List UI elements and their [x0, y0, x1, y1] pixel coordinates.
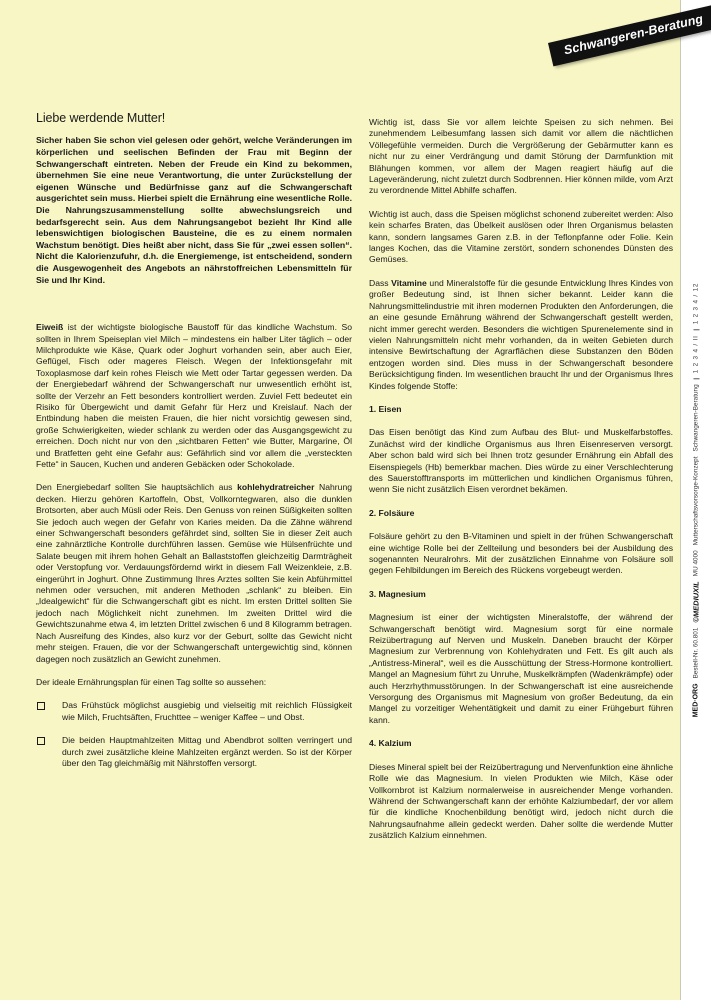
right-column [369, 117, 673, 854]
iron-text: Das Eisen benötigt das Kind zum Aufbau des Blut- und Muskelfarbstoffes. Zunächst wird der kindliche Organismus aus Ihren Eisenreserven versorgt. Aber schon bald wird sich bei Ihnen trotz gesunder Ernährung ein Abfall des Eisenspiegels (Hb) bemerkbar machen. Dies würde zu einer Verschlechterung des Sauerstofftransports im mütterlichen und kindlichen Organismus führen, wenn Sie nicht zusätzlich Eisen verordnet bekämen. [369, 427, 673, 495]
plan-item-text: Das Frühstück möglichst ausgiebig und vielseitig mit reichlich Flüssigkeit wie Milch, Fruchtsäften, Fruchttee – weniger Kaffee – und Obst. [62, 700, 352, 722]
page-index-1: 1 2 3 4 / II [692, 335, 700, 374]
folic-acid-text: Folsäure gehört zu den B-Vitaminen und spielt in der frühen Schwangerschaft eine wichtige Rolle bei der Zellteilung und besonders bei der Ausbildung des sogenannten Neuralrohrs. Mit der zusätzlichen Einnahme von Folsäure soll gegen Fehlbildungen im Bereich des Rückens vorgebeugt werden. [369, 531, 673, 576]
topic-name: Schwangeren-Beratung [692, 384, 700, 452]
plan-list [36, 700, 352, 769]
protein-keyword: Eiweiß [36, 322, 64, 333]
checkbox-square-icon [37, 702, 45, 710]
side-footer [692, 283, 701, 718]
folic-acid-heading: 2. Folsäure [369, 507, 415, 518]
list-item [36, 700, 352, 723]
vitamin-pre: Dass [369, 277, 392, 288]
product-code: MU 4000 [692, 550, 700, 577]
page-index-2: 1 2 3 4 / 12 [692, 282, 700, 325]
magnesium-heading: 3. Magnesium [369, 588, 426, 599]
magnesium-text: Magnesium ist einer der wichtigsten Mineralstoffe, der während der Schwangerschaft benötigt wird. Magnesium sorgt für eine normale Reizübertragung auf Nerven und Muskeln. Daneben braucht der Körper Magnesium zur Verbrennung von Kohlehydraten und Fett. Es gilt auch als „Antistress-Mineral“, weil es die Ausschüttung der Stress-Hormone kontrolliert. Mangel an Magnesium führt zu Unruhe, Muskelkrämpfen (Wadenkrämpfe) oder auch Herzrhythmusstörungen. In der Schwangerschaft ist eine ausreichende Versorgung des Organismus mit Magnesium von großer Bedeutung, da ein Mangel zu vorzeitiger Wehentätigkeit und damit zu einer Frühgeburt führen kann. [369, 612, 673, 725]
intro-paragraph: Sicher haben Sie schon viel gelesen oder gehört, welche Veränderungen im körperlichen und seelischen Befinden der Frau mit Beginn der Schwangerschaft eintreten. Neben der Freude ein Kind zu bekommen, übernehmen Sie eine neue Verantwortung, die unter Zurückstellung der eigenen Wünsche und Bedürfnisse ganz auf die Schwangerschaft ausgerichtet sein muss. Hierbei spielt die Ernährung eine wesentliche Rolle. Die Nahrungszusammenstellung sollte abwechslungsreich und bedarfsgerecht sein. Aus dem Nahrungsangebot bezieht Ihr Kind alle lebenswichtigen biologischen Bausteine, die es zu einem normalen Wachstum benötigt. Dies heißt aber nicht, dass Sie für „zwei essen sollen“. Nicht die Kalorienzufuhr, d.h. die Energiemenge, ist entscheidend, sondern die Ausgewogenheit des Angebots an nährstoffreichen Lebensmitteln für Sie und Ihr Kind. [36, 135, 352, 285]
publisher-logo: MED·ORG [692, 683, 700, 718]
light-food-paragraph: Wichtig ist, dass Sie vor allem leichte Speisen zu sich nehmen. Bei zunehmendem Leibesumfang lassen sich damit vor allem die nächtlichen Völlegefühle vermeiden. Durch die Vergrößerung der Gebärmutter kann es nicht nur zu einer Verdrängung und damit Störung der Darmfunktion mit Blähungen kommen, vor allem der Magen reagiert häufig auf die Lageveränderung, nicht zuletzt durch Sodbrennen. Hier können milde, vom Arzt zu verordnende Mittel Abhilfe schaffen. [369, 117, 673, 196]
brand-logo: ©MEDIUXIL [691, 581, 701, 623]
left-column [36, 113, 352, 781]
series-name: Mutterschaftsvorsorge-Konzept [692, 456, 700, 546]
preparation-paragraph: Wichtig ist auch, dass die Speisen möglichst schonend zubereitet werden: Also kein scharfes Braten, das Übelkeit auslösen oder Ihren Organismus belasten kann, sondern langsames Garen z.B. in der Teflonpfanne oder Folie. Kein langes Kochen, das die Vitamine zerstört, sondern schonendes Dünsten des Gemüses. [369, 208, 673, 265]
ribbon-label: Schwangeren-Beratung [562, 11, 705, 58]
calcium-heading: 4. Kalzium [369, 738, 412, 749]
page-title: Liebe werdende Mutter! [36, 111, 166, 125]
vitamin-text: und Mineralstoffe für die gesunde Entwicklung Ihres Kindes von großer Bedeutung sind, ist Ihnen sicher bekannt. Leider kann die Nahrungsmittelindustrie mit ihren modernen Produkten den Anforderungen, die an eine gesunde Ernährung während der Schwangerschaft gestellt werden, nicht immer gerecht werden. Besonders die wichtigen Spurenelemente sind in vielen Nahrungsmitteln nicht mehr vorhanden, da in weiten Gebieten durch intensive Bewirtschaftung der Agrarflächen diese Substanzen den Böden entzogen worden sind. Dies muss in der Schwangerschaft besondere Berücksichtigung finden. Im wesentlichen braucht Ihr und der Organismus Ihres Kindes folgende Stoffe: [369, 277, 674, 391]
list-item [36, 735, 352, 769]
plan-item-text: Die beiden Hauptmahlzeiten Mittag und Abendbrot sollten verringert und durch zwei zusätzliche kleine Mahlzeiten ergänzt werden. So ist der Körper über den Tag gleichmäßig mit Nährstoffen versorgt. [62, 735, 352, 768]
separator-line [693, 378, 699, 379]
checkbox-square-icon [37, 737, 45, 745]
protein-text: ist der wichtigste biologische Baustoff für das kindliche Wachstum. So sollten in Ihrem Speiseplan viel Milch – mindestens ein halber Liter täglich – oder Milchprodukte wie Käse, Quark oder Joghurt vorhanden sein, aber auch Eier, Geflügel, Fisch oder mageres Fleisch. Wegen der Infektionsgefahr mit Toxoplasmose darf kein rohes Fleisch wie Mett oder Tartar gegessen werden. Da der Energiebedarf während der Schwangerschaft nur unwesentlich erhöht ist, sollte der Verzehr an Fett besonders kontrolliert werden. Zuviel Fett bedeutet ein Risiko für Übergewicht und damit Gefahr für Herz und Kreislauf. Nach der Entbindung haben die meisten Frauen, die hier nicht vorsichtig gewesen sind, große Schwierigkeiten, wieder schlank zu werden oder das Ausgangsgewicht zu erreichen. Doch nicht nur von den „sichtbaren Fetten“ wie Butter, Margarine, Öl und Bratfetten geht eine Gefahr aus: Gefährlich sind vor allem die „versteckten Fette“ in Saucen, Kuchen und anderen Gebäcken oder Schokolade. [36, 322, 352, 469]
iron-heading: 1. Eisen [369, 403, 402, 414]
order-number: Bestell-Nr. 60.801 [692, 627, 700, 679]
vitamin-paragraph [369, 278, 673, 392]
carb-paragraph [36, 482, 352, 665]
vitamin-keyword: Vitamine [391, 277, 427, 288]
protein-paragraph [36, 322, 352, 470]
carb-keyword: kohlehydratreicher [237, 482, 315, 493]
plan-intro: Der ideale Ernährungsplan für einen Tag sollte so aussehen: [36, 676, 267, 687]
separator-line [693, 329, 699, 330]
carb-text: Nahrung decken. Hierzu gehören Kartoffeln, Obst, Vollkorntegwaren, also die dunklen Brotsorten, aber auch Müsli oder Reis. Den Genuss von reinen Süßigkeiten sollten Sie jedoch auch wegen der Gefahr von Karies meiden. Da die Zähne während einer Schwangerschaft besonders gefährdet sind, sollten Sie in dieser Zeit auch eine zahnärztliche Kontrolle durchführen lassen. Gemüse wie Hülsenfrüchte und Salate beugen mit ihrem hohen Gehalt an Ballaststoffen gleichzeitig Darmträgheit oder Verstopfung vor. Verdauungsfördernd wirkt in diesem Fall Weizenkleie, z.B. eingerührt in Joghurt. Ohne Zustimmung Ihres Arztes sollten Sie kein Abführmittel nehmen oder versuchen, mit anderen Methoden „schlank“ zu bleiben. Ein „Idealgewicht“ für die Schwangerschaft gibt es nicht. Im ersten Drittel sollten Sie jedoch nach Möglichkeit nicht zunehmen. Im zweiten Drittel wird die Gewichtszunahme etwa 4, im letzten Drittel zwischen 6 und 8 Kilogramm betragen. Nach Ausreifung des Kindes, also kurz vor der Geburt, sollte das Gewicht nicht mehr steigen. Frauen, die vor der Schwangerschaft untergewichtig sind, können dagegen noch zusätzlich an Gewicht zunehmen. [36, 482, 353, 664]
calcium-text: Dieses Mineral spielt bei der Reizübertragung und Nervenfunktion eine ähnliche Rolle wie das Magnesium. In vielen Produkten wie Milch, Käse oder Vollkornbrot ist Kalzium normalerweise in ausreichender Menge vorhanden. Während der Schwangerschaft kann der erhöhte Kalziumbedarf, der vor allem für die kindliche Knochenbildung benötigt wird, jedoch nicht durch die Nahrungsaufnahme allein gedeckt werden. Daher sollte die werdende Mutter zusätzlich Kalzium einnehmen. [369, 761, 673, 841]
carb-pre: Den Energiebedarf sollten Sie hauptsächlich aus [36, 482, 238, 493]
